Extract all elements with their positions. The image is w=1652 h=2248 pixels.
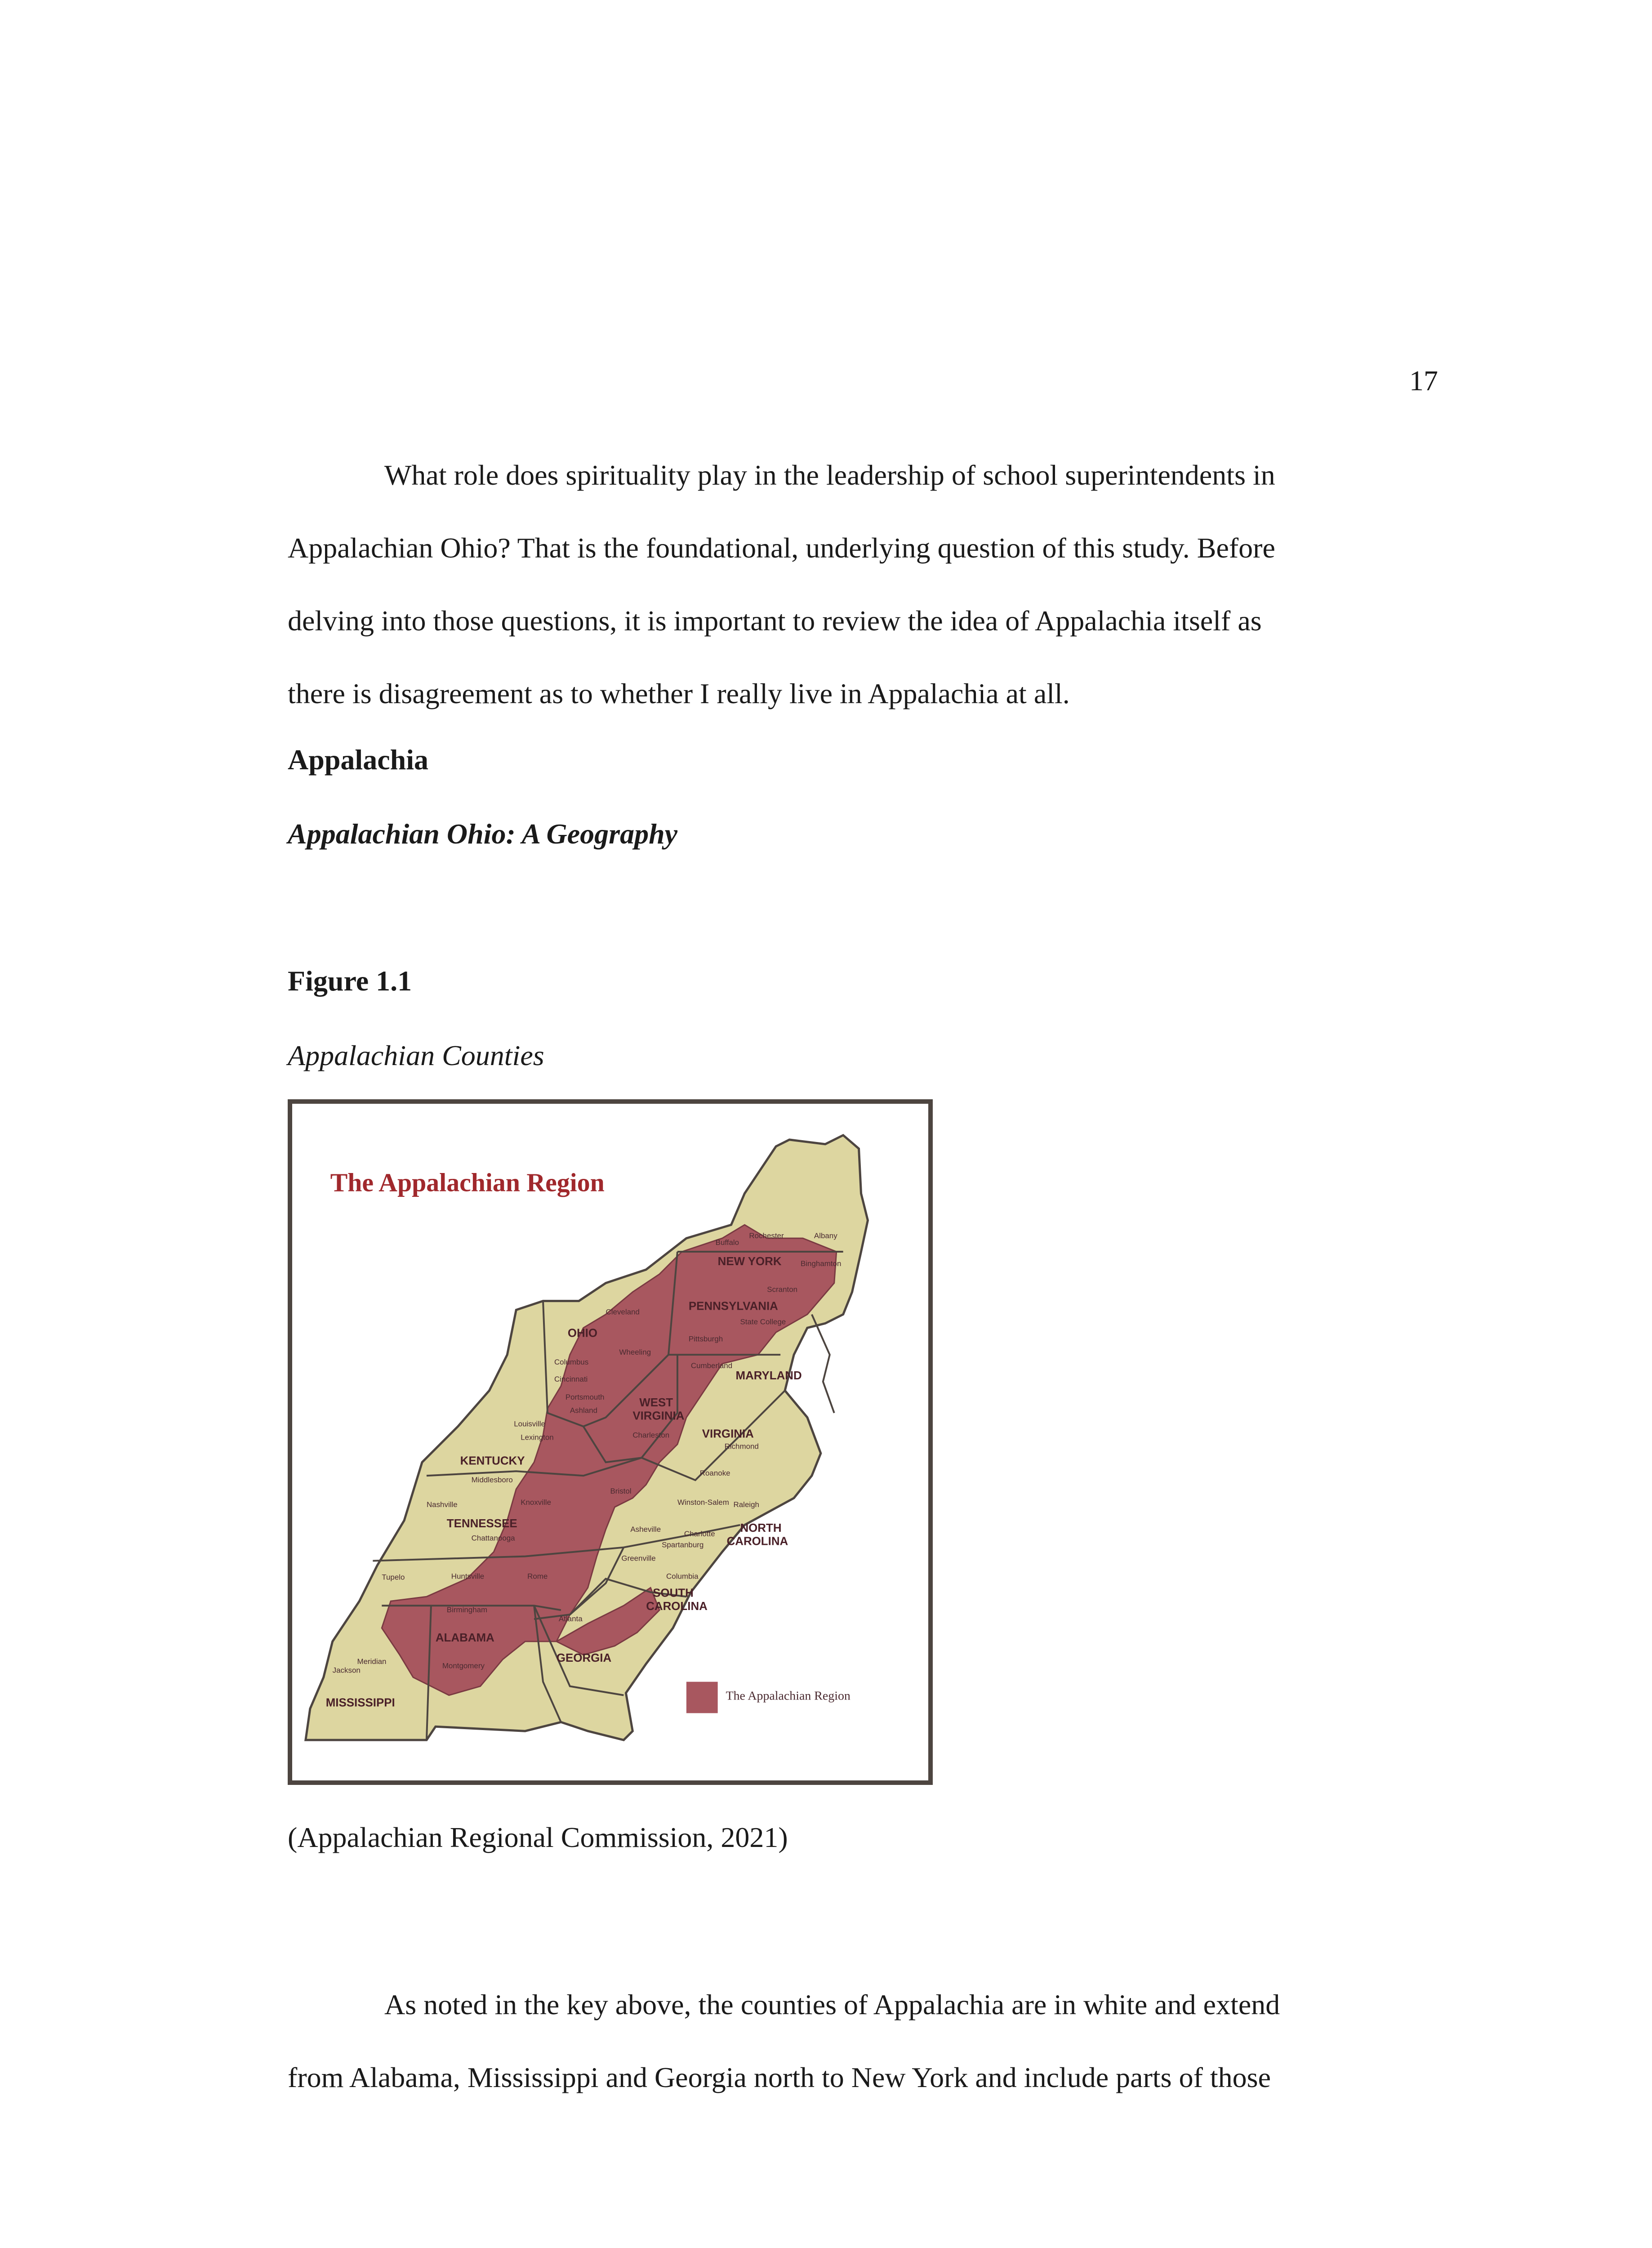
city-label: Rochester bbox=[749, 1231, 784, 1240]
city-label: Chattanooga bbox=[471, 1534, 515, 1543]
city-label: Knoxville bbox=[521, 1498, 552, 1507]
state-label-north-carolina: CAROLINA bbox=[726, 1535, 788, 1548]
city-label: Raleigh bbox=[733, 1500, 759, 1509]
city-label: Bristol bbox=[610, 1487, 632, 1496]
figure-title: Appalachian Counties bbox=[288, 1039, 544, 1071]
city-label: Cumberland bbox=[690, 1361, 733, 1370]
state-label-new-york: NEW YORK bbox=[717, 1255, 782, 1268]
paragraph-line: As noted in the key above, the counties of Appalachia are in white and extend bbox=[384, 1989, 1280, 2021]
city-label: Montgomery bbox=[442, 1661, 485, 1670]
paragraph-line: there is disagreement as to whether I really live in Appalachia at all. bbox=[288, 678, 1070, 709]
city-label: Tupelo bbox=[382, 1573, 405, 1582]
closing-paragraph bbox=[288, 1968, 1420, 2114]
state-label-kentucky: KENTUCKY bbox=[460, 1454, 525, 1467]
state-label-georgia: GEORGIA bbox=[556, 1651, 612, 1664]
city-label: Middlesboro bbox=[471, 1476, 513, 1485]
city-label: Buffalo bbox=[715, 1238, 739, 1247]
city-label: Jackson bbox=[332, 1666, 361, 1675]
appalachian-region-map bbox=[288, 1099, 933, 1785]
intro-paragraph bbox=[288, 439, 1420, 730]
state-label-virginia: VIRGINIA bbox=[702, 1427, 754, 1441]
city-label: Charlotte bbox=[684, 1529, 715, 1538]
map-svg bbox=[292, 1104, 928, 1780]
city-label: State College bbox=[740, 1317, 786, 1326]
state-label-maryland: MARYLAND bbox=[735, 1369, 802, 1382]
city-label: Greenville bbox=[621, 1554, 656, 1563]
city-label: Wheeling bbox=[619, 1348, 651, 1357]
city-label: Asheville bbox=[630, 1525, 661, 1534]
legend-swatch bbox=[686, 1682, 718, 1713]
city-label: Huntsville bbox=[451, 1572, 485, 1581]
state-label-tennessee: TENNESSEE bbox=[446, 1517, 517, 1530]
city-label: Cincinnati bbox=[554, 1374, 588, 1383]
state-label-alabama: ALABAMA bbox=[435, 1631, 494, 1644]
figure-citation: (Appalachian Regional Commission, 2021) bbox=[288, 1821, 788, 1853]
city-label: Nashville bbox=[426, 1500, 458, 1509]
city-label: Roanoke bbox=[699, 1469, 730, 1478]
city-label: Cleveland bbox=[606, 1307, 640, 1316]
page-number: 17 bbox=[1409, 365, 1438, 397]
city-label: Louisville bbox=[514, 1419, 545, 1428]
city-label: Charleston bbox=[632, 1431, 670, 1440]
city-label: Atlanta bbox=[558, 1615, 583, 1624]
city-label: Rome bbox=[527, 1572, 548, 1581]
legend-label: The Appalachian Region bbox=[726, 1689, 850, 1703]
city-label: Spartanburg bbox=[662, 1540, 704, 1549]
state-label-north: NORTH bbox=[740, 1521, 782, 1534]
city-label: Portsmouth bbox=[565, 1392, 605, 1401]
city-label: Pittsburgh bbox=[688, 1334, 723, 1343]
city-label: Columbus bbox=[554, 1358, 589, 1367]
figure-label: Figure 1.1 bbox=[288, 965, 412, 997]
paragraph-line: Appalachian Ohio? That is the foundational, underlying question of this study. Before bbox=[288, 532, 1275, 564]
city-label: Ashland bbox=[570, 1406, 598, 1415]
subsection-heading: Appalachian Ohio: A Geography bbox=[288, 818, 678, 850]
state-label-south-carolina: CAROLINA bbox=[646, 1600, 708, 1613]
state-label-south: SOUTH bbox=[653, 1587, 694, 1600]
section-heading: Appalachia bbox=[288, 744, 428, 776]
city-label: Albany bbox=[814, 1231, 837, 1240]
state-label-west-virginia: VIRGINIA bbox=[632, 1409, 685, 1423]
city-label: Columbia bbox=[666, 1572, 699, 1581]
city-label: Scranton bbox=[767, 1285, 798, 1294]
state-label-mississippi: MISSISSIPPI bbox=[325, 1696, 395, 1709]
city-label: Richmond bbox=[724, 1442, 759, 1451]
state-label-west: WEST bbox=[639, 1396, 673, 1409]
city-label: Binghamton bbox=[801, 1259, 842, 1268]
city-label: Meridian bbox=[357, 1657, 387, 1666]
paragraph-line: What role does spirituality play in the leadership of school superintendents in bbox=[384, 459, 1275, 491]
state-label-ohio: OHIO bbox=[567, 1327, 598, 1340]
paragraph-line: delving into those questions, it is important to review the idea of Appalachia itself as bbox=[288, 605, 1262, 637]
paragraph-line: from Alabama, Mississippi and Georgia north to New York and include parts of those bbox=[288, 2061, 1271, 2093]
city-label: Lexington bbox=[521, 1433, 554, 1442]
map-title: The Appalachian Region bbox=[330, 1168, 605, 1197]
city-label: Winston-Salem bbox=[677, 1498, 729, 1507]
state-label-pennsylvania: PENNSYLVANIA bbox=[688, 1300, 778, 1313]
city-label: Birmingham bbox=[446, 1606, 488, 1615]
